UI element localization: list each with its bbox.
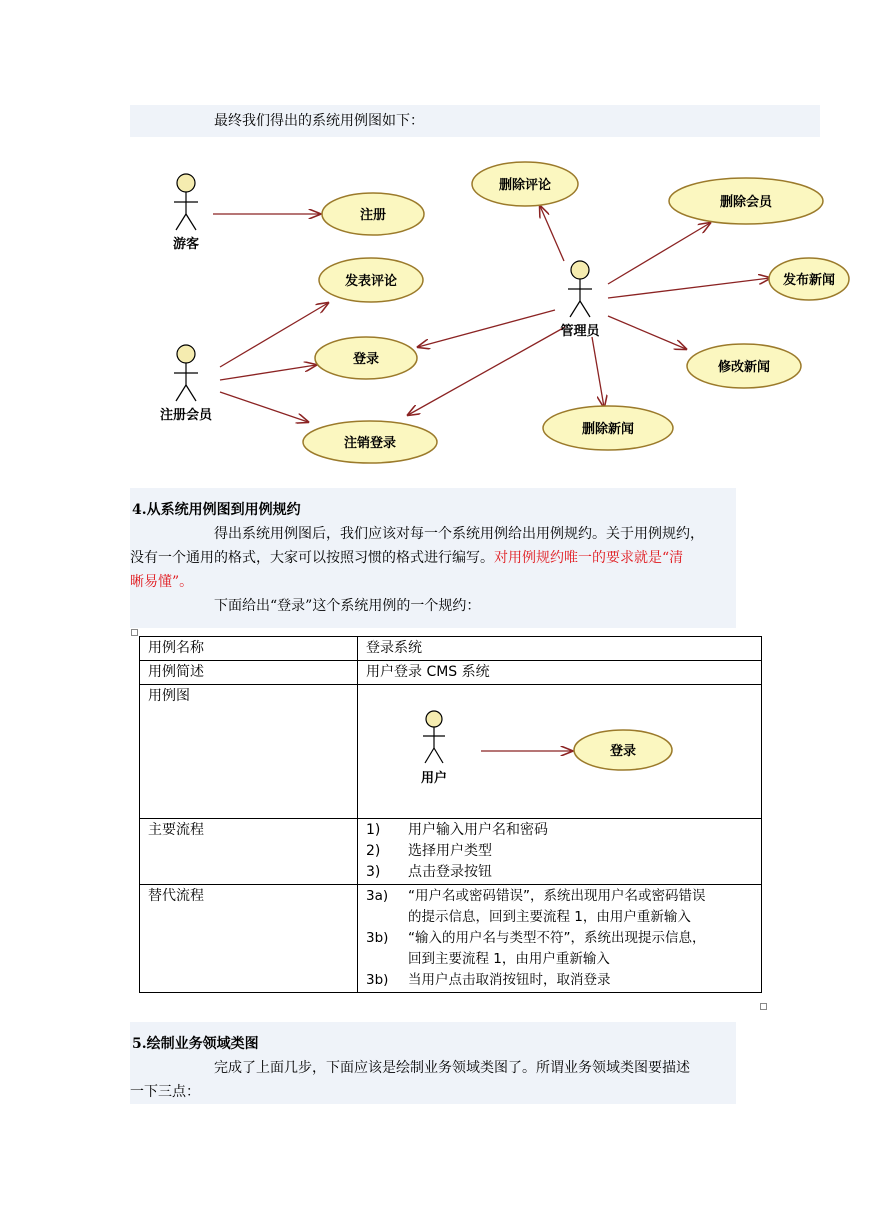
main-flow-step <box>366 862 753 883</box>
step-text: 点击登录按钮 <box>408 864 492 880</box>
main-flow-step <box>366 820 753 841</box>
usecase-spec-table <box>139 636 762 993</box>
alt-flow-label: 替代流程 <box>140 885 358 993</box>
usecase-register-label: 注册 <box>359 208 387 223</box>
step-text: 用户输入用户名和密码 <box>408 822 548 838</box>
step-number: 3b) <box>366 972 389 988</box>
actor-member-label: 注册会员 <box>159 408 213 423</box>
intro-text: 最终我们得出的系统用例图如下： <box>214 113 424 129</box>
usecase-login-small-label: 登录 <box>609 744 637 759</box>
step-line: “用户名或密码错误”，系统出现用户名或密码错误 <box>408 888 706 904</box>
actor-admin-label: 管理员 <box>560 324 600 339</box>
section-4-p1-text: 没有一个通用的格式，大家可以按照习惯的格式进行编写。 <box>130 550 494 566</box>
main-flow-label: 主要流程 <box>140 819 358 885</box>
alt-flow-cell <box>358 885 762 993</box>
desc-value: 用户登录 CMS 系统 <box>358 661 762 685</box>
table-row <box>140 637 762 661</box>
actor-guest-figure <box>174 174 198 230</box>
desc-label: 用例简述 <box>140 661 358 685</box>
step-line: 回到主要流程 1，由用户重新输入 <box>408 951 610 967</box>
main-flow-cell <box>358 819 762 885</box>
step-text: 选择用户类型 <box>408 843 492 859</box>
step-number: 3b) <box>366 930 389 946</box>
alt-flow-step <box>366 886 753 928</box>
section-5-heading: 5.绘制业务领域类图 <box>132 1036 259 1052</box>
actor-user-figure <box>423 711 445 763</box>
diagram-cell <box>358 685 762 819</box>
usecase-login-label: 登录 <box>352 352 380 367</box>
step-number: 3) <box>366 864 381 880</box>
section-5-p1-line2: 一下三点： <box>130 1084 200 1100</box>
section-4-p1-line2 <box>130 546 736 570</box>
usecase-edit-news-label: 修改新闻 <box>717 360 771 375</box>
usecase-publish-news-label: 发布新闻 <box>782 273 836 288</box>
login-usecase-diagram <box>366 686 746 808</box>
usecase-post-comment-label: 发表评论 <box>344 274 398 289</box>
section-4-heading: 4.从系统用例图到用例规约 <box>132 502 301 518</box>
step-text <box>408 886 753 928</box>
main-flow-step <box>366 841 753 862</box>
section-4-p1-line1: 得出系统用例图后，我们应该对每一个系统用例给出用例规约。关于用例规约， <box>214 526 704 542</box>
step-number: 3a) <box>366 888 389 904</box>
actor-guest-label: 游客 <box>172 237 200 252</box>
actor-admin-figure <box>568 261 592 317</box>
actor-member-figure <box>174 345 198 401</box>
actor-user-label: 用户 <box>420 771 448 786</box>
step-line: 的提示信息，回到主要流程 1，由用户重新输入 <box>408 909 691 925</box>
table-row <box>140 661 762 685</box>
step-number: 1) <box>366 822 381 838</box>
usecase-delete-member-label: 删除会员 <box>719 195 773 210</box>
usecase-delete-comment-label: 删除评论 <box>498 178 552 193</box>
step-text: 当用户点击取消按钮时，取消登录 <box>408 972 611 988</box>
usecase-delete-news-label: 删除新闻 <box>581 422 635 437</box>
step-number: 2) <box>366 843 381 859</box>
table-anchor-mark <box>131 629 138 636</box>
intro-paragraph <box>130 105 820 137</box>
table-row <box>140 819 762 885</box>
section-4-emphasis-b: 晰易懂”。 <box>130 574 194 590</box>
section-4-p2: 下面给出“登录”这个系统用例的一个规约： <box>214 598 481 614</box>
alt-flow-step <box>366 928 753 970</box>
name-value: 登录系统 <box>358 637 762 661</box>
alt-flow-step <box>366 970 753 991</box>
name-label: 用例名称 <box>140 637 358 661</box>
section-4-emphasis-a: 对用例规约唯一的要求就是“清 <box>494 550 684 566</box>
usecase-logout-label: 注销登录 <box>343 436 397 451</box>
table-row <box>140 885 762 993</box>
section-5-p1-line1: 完成了上面几步，下面应该是绘制业务领域类图了。所谓业务领域类图要描述 <box>214 1060 690 1076</box>
diagram-label: 用例图 <box>140 685 358 819</box>
table-row <box>140 685 762 819</box>
section-4 <box>130 488 736 628</box>
system-usecase-diagram <box>130 152 836 472</box>
table-resize-mark <box>760 1003 767 1010</box>
section-5 <box>130 1022 736 1104</box>
step-text <box>408 928 753 970</box>
step-line: “输入的用户名与类型不符”，系统出现提示信息， <box>408 930 706 946</box>
association-arrows <box>213 206 770 422</box>
